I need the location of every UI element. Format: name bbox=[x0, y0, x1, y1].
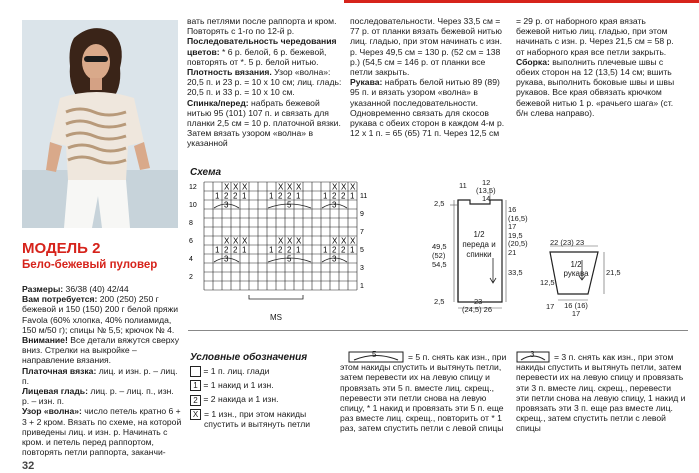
legend-item-2: = 2 накида и 1 изн. bbox=[203, 394, 279, 405]
front-right-mid: 33,5 bbox=[508, 268, 523, 277]
legend-title: Условные обозначения bbox=[190, 352, 308, 363]
front-right-d2: (16,5) bbox=[508, 213, 528, 223]
chart-cell-x: X bbox=[341, 236, 347, 246]
front-top-right: (13,5) bbox=[476, 186, 496, 195]
front-left-dim: 2,5 bbox=[434, 199, 445, 208]
front-left-h3: 54,5 bbox=[432, 260, 447, 269]
chart-cell-yo: 2 bbox=[224, 191, 229, 201]
chart-arc-3-number: 3 bbox=[224, 200, 229, 210]
legend-symbol-1: 1 bbox=[190, 380, 201, 391]
front-top-right2: 14 bbox=[482, 194, 491, 203]
chart-row-number-left: 8 bbox=[189, 220, 193, 227]
legend-divider bbox=[188, 330, 688, 331]
chart-row-number-right: 7 bbox=[360, 229, 364, 236]
uzor-label: Узор «волна»: bbox=[22, 406, 82, 417]
plat-value: лиц. и изн. р. – лиц. п. bbox=[22, 365, 178, 386]
model-photo-illustration bbox=[22, 20, 178, 228]
assembly-value: выполнить плечевые швы с обеих сторон на 12 (13,5) 14 см; вшить рукава, выполнить боковые швы и швы рукавов. Все края обвязать крючком бежевой нитью 1 р. «рачьего шага» (ст. б/н слева направо). bbox=[516, 56, 675, 118]
sleeve-label: Рукава: bbox=[350, 77, 383, 88]
back-label: Спинка/перед: bbox=[187, 97, 249, 108]
front-right-d1: 16 bbox=[508, 205, 517, 214]
lic-value: лиц. р. – лиц. п., изн. р. – изн. п. bbox=[22, 386, 174, 407]
chart-cell-x: X bbox=[233, 236, 239, 246]
front-top-mid: 12 bbox=[482, 178, 491, 187]
front-right-d5: (20,5) bbox=[508, 239, 528, 248]
chart-row-number-left: 10 bbox=[189, 202, 197, 209]
alt-value: * 6 р. белой, 6 р. бежевой, повторять от *. 5 р. белой нитью. bbox=[187, 46, 327, 67]
chart-arc-5-number: 5 bbox=[287, 254, 292, 264]
chart-row-number-right: 9 bbox=[360, 211, 364, 218]
front-left-heights bbox=[432, 242, 447, 269]
chart-cell-yo: 2 bbox=[278, 191, 283, 201]
sleeve-right: 21,5 bbox=[606, 268, 621, 277]
dens-label: Плотность вязания. bbox=[187, 67, 272, 78]
chart-cell-yo: 1 bbox=[215, 191, 220, 201]
uzor-value: число петель кратно 6 + 3 + 2 кром. Вязать по схеме, на которой приведены лиц. и изн. р. Начинать с кром. и петель перед раппортом, повторять петли раппорта, заканчи- bbox=[22, 406, 182, 458]
knitting-chart bbox=[188, 180, 368, 312]
attention-value: Все детали вяжутся сверху вниз. Стрелки на выкройке – направление вязания. bbox=[22, 335, 180, 366]
need-label: Вам потребуется: bbox=[22, 294, 98, 305]
legend5-symbol-number: 5 bbox=[372, 350, 377, 359]
rapport-label: MS bbox=[270, 313, 282, 322]
chart-cell-yo: 1 bbox=[296, 245, 301, 255]
chart-row-number-left: 6 bbox=[189, 238, 193, 245]
front-top-left: 11 bbox=[459, 181, 467, 190]
chart-cell-yo: 2 bbox=[287, 245, 292, 255]
chart-cell-yo: 1 bbox=[296, 191, 301, 201]
sleeve-left-dim: 12,5 bbox=[540, 278, 555, 287]
chart-arc-3-number: 3 bbox=[224, 254, 229, 264]
chart-cell-x: X bbox=[332, 182, 338, 192]
knitting-chart-grid bbox=[188, 180, 368, 312]
chart-arc-3-number: 3 bbox=[332, 200, 337, 210]
chart-rapport-bracket bbox=[249, 295, 303, 299]
front-bottom-left: 2,5 bbox=[434, 297, 445, 306]
chart-row-number-left: 2 bbox=[189, 274, 193, 281]
legend-symbol-x: X bbox=[190, 409, 201, 420]
chart-cell-yo: 2 bbox=[278, 245, 283, 255]
legend-item-1: = 1 накид и 1 изн. bbox=[203, 380, 274, 391]
back-value: набрать бежевой нитью 95 (101) 107 п. и связать для планки 2,5 см = 10 р. платочной вязки. Затем вязать узором «волна» в указанной bbox=[187, 97, 341, 149]
sleeve-top: 22 (23) 23 bbox=[550, 238, 585, 247]
sizes-label: Размеры: bbox=[22, 284, 64, 294]
chart-cell-x: X bbox=[350, 236, 356, 246]
front-pattern bbox=[420, 178, 530, 318]
column-1-text bbox=[22, 284, 182, 457]
schema-title: Схема bbox=[190, 167, 222, 178]
chart-cell-x: X bbox=[224, 182, 230, 192]
chart-cell-yo: 1 bbox=[242, 245, 247, 255]
front-right-d3: 17 bbox=[508, 222, 517, 231]
chart-arc-3-number: 3 bbox=[332, 254, 337, 264]
chart-cell-x: X bbox=[242, 182, 248, 192]
chart-cell-x: X bbox=[287, 182, 293, 192]
sleeve-bottom-left: 17 bbox=[546, 302, 555, 311]
front-right-d6: 21 bbox=[508, 247, 517, 257]
col2-p1: вать петлями после раппорта и кром. Повторять с 1-го по 12-й р. bbox=[187, 16, 337, 37]
chart-arc-5-number: 5 bbox=[287, 200, 292, 210]
chart-cell-x: X bbox=[296, 236, 302, 246]
chart-cell-x: X bbox=[224, 236, 230, 246]
sizes-value: 36/38 (40) 42/44 bbox=[63, 284, 129, 294]
front-bottom2: (24,5) 26 bbox=[462, 305, 493, 314]
alt-label: Последовательность чередования цветов: bbox=[187, 36, 337, 57]
column-4-text bbox=[516, 16, 681, 118]
front-bottom: 23 bbox=[474, 297, 483, 306]
chart-cell-yo: 2 bbox=[233, 245, 238, 255]
sleeve-label: 1/2 рукава bbox=[563, 260, 589, 278]
chart-cell-x: X bbox=[278, 236, 284, 246]
header-red-rule bbox=[344, 0, 699, 3]
page-number: 32 bbox=[22, 460, 35, 472]
chart-cell-yo: 2 bbox=[287, 191, 292, 201]
sleeve-value: набрать белой нитью 89 (89) 95 п. и вязать узором «волна» в указанной последовательности. Одновременно связать для скосов рукава с обеих сторон в каждом 4-м р. 12 x 1 п. = 65 (65) 71 п. Через 12,5 см bbox=[350, 77, 505, 139]
chart-cell-x: X bbox=[341, 182, 347, 192]
chart-cell-yo: 1 bbox=[242, 191, 247, 201]
legend-symbol-2: 2 bbox=[190, 395, 201, 406]
attention-label: Внимание! bbox=[22, 335, 68, 346]
chart-cell-yo: 1 bbox=[350, 245, 355, 255]
chart-cell-yo: 2 bbox=[233, 191, 238, 201]
column-3-text bbox=[350, 16, 508, 138]
chart-cell-yo: 2 bbox=[341, 191, 346, 201]
chart-row-number-left: 4 bbox=[189, 256, 193, 263]
legend3-text: = 3 п. снять как изн., при этом накиды спустить и вытянуть петли, затем перевести их на левую спицу и провязать эти 3 п. вместе лиц. скрещ., перевести эти петли снова на левую спицу, 1 накид и провязать эти 3 п. еще раз вместе лиц. скрещ., затем спустить петли с левой спицы bbox=[516, 352, 686, 434]
col3-p1: последовательности. Через 33,5 см = 77 р. от планки вязать бежевой нитью лиц. гладью, при этом начинать с изн. р. Через 49,5 см = 130 р. (52 см = 138 р.) (54,5 см = 146 р. от планки все петли закрыть. bbox=[350, 16, 503, 78]
chart-row-number-right: 3 bbox=[360, 265, 364, 272]
front-right-dims bbox=[508, 206, 528, 257]
chart-cell-yo: 1 bbox=[350, 191, 355, 201]
chart-cell-yo: 2 bbox=[341, 245, 346, 255]
chart-cell-x: X bbox=[332, 236, 338, 246]
front-left-h1: 49,5 bbox=[432, 242, 447, 251]
front-label: 1/2 переда и спинки bbox=[462, 230, 496, 259]
dens-value: Узор «волна»: 20,5 п. и 23 р. = 10 x 10 см; лиц. гладь: 20,5 п. и 33 р. = 10 x 10 см. bbox=[187, 67, 342, 98]
chart-cell-yo: 2 bbox=[332, 245, 337, 255]
plat-label: Платочная вязка: bbox=[22, 365, 97, 376]
col4-p1: = 29 р. от наборного края вязать бежевой нитью лиц. гладью, при этом начинать с изн. р. Через 21,5 см = 58 р. от наборного края все петли закрыть. bbox=[516, 16, 674, 57]
chart-cell-x: X bbox=[242, 236, 248, 246]
chart-cell-x: X bbox=[296, 182, 302, 192]
chart-cell-yo: 2 bbox=[224, 245, 229, 255]
assembly-label: Сборка: bbox=[516, 56, 550, 67]
front-left-h2: (52) bbox=[432, 251, 446, 260]
model-title: МОДЕЛЬ 2 bbox=[22, 240, 101, 257]
chart-cell-yo: 1 bbox=[269, 245, 274, 255]
chart-cell-yo: 1 bbox=[215, 245, 220, 255]
chart-row-number-right: 1 bbox=[360, 283, 364, 290]
chart-cell-x: X bbox=[233, 182, 239, 192]
legend-list bbox=[190, 366, 340, 429]
column-2-text bbox=[187, 16, 342, 149]
chart-cell-x: X bbox=[278, 182, 284, 192]
lic-label: Лицевая гладь: bbox=[22, 386, 88, 397]
model-subtitle: Бело-бежевый пуловер bbox=[22, 259, 158, 271]
legend3-symbol-number: 3 bbox=[530, 350, 535, 359]
legend-item-x: = 1 изн., при этом накиды спустить и вытянуть петли bbox=[204, 408, 311, 429]
chart-cell-yo: 2 bbox=[332, 191, 337, 201]
chart-cell-yo: 1 bbox=[323, 245, 328, 255]
sleeve-bottom: 16 (16) 17 bbox=[564, 301, 588, 318]
chart-cell-x: X bbox=[350, 182, 356, 192]
chart-cell-yo: 1 bbox=[323, 191, 328, 201]
chart-cell-x: X bbox=[287, 236, 293, 246]
chart-row-number-left: 12 bbox=[189, 184, 197, 191]
legend5-text: = 5 п. снять как изн., при этом накиды спустить и вытянуть петли, затем перевести их на левую спицу и провязать эти 5 п. вместе лиц. скрещ., перевести эти петли снова на левую спицу, * 1 накид и провязать эти 5 п. еще раз вместе лиц. скрещ., повторить от * 1 раз, затем спустить петли с левой спицы bbox=[340, 352, 507, 434]
sleeve-pattern bbox=[540, 236, 620, 318]
chart-row-number-right: 5 bbox=[360, 247, 364, 254]
front-right-d4: 19,5 bbox=[508, 230, 523, 240]
model-photo bbox=[22, 20, 178, 228]
legend-item-knit: = 1 п. лиц. глади bbox=[203, 366, 270, 376]
legend-symbol-knit bbox=[190, 366, 201, 377]
need-value: 200 (250) 250 г бежевой и 150 (150) 200 г белой пряжи Favola (60% хлопка, 40% полиамида, 150 м/50 г); спицы № 5,5; крючок № 4. bbox=[22, 294, 179, 335]
chart-row-number-right: 11 bbox=[360, 193, 368, 200]
chart-cell-yo: 1 bbox=[269, 191, 274, 201]
